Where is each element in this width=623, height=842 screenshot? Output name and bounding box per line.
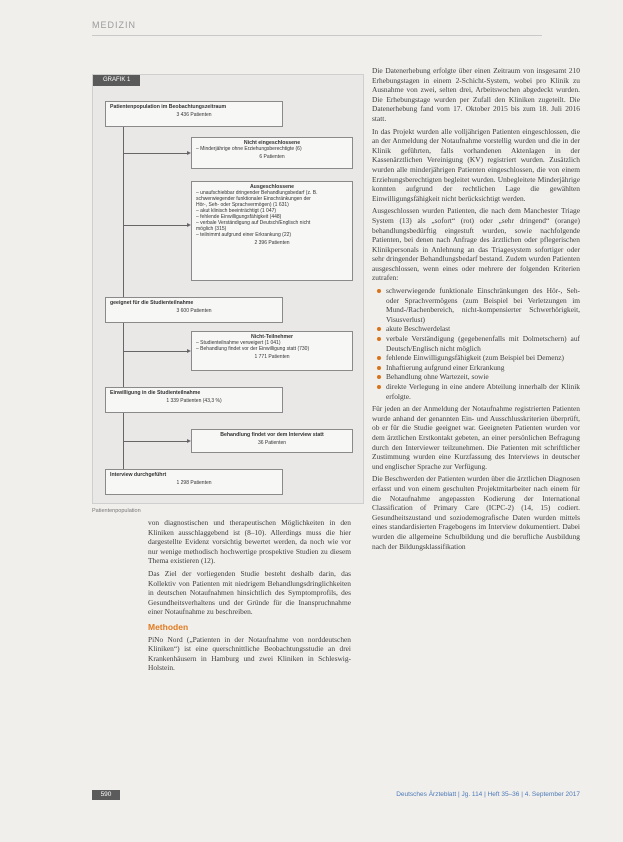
box-eligible-title: geeignet für die Studienteilnahme (110, 300, 194, 306)
exclusion-criteria-list (372, 286, 580, 401)
box-non-participants (191, 331, 353, 371)
list-item: Behandlung ohne Wartezeit, sowie (386, 372, 580, 382)
box-population-title: Patientenpopulation im Beobachtungszeitraum (110, 104, 227, 110)
figure-caption: Patientenpopulation (92, 508, 141, 514)
excluded-line: möglich (315) (196, 226, 227, 232)
box-non-participants-title: Nicht-Teilnehmer (251, 334, 293, 340)
box-excluded-count: 2 396 Patienten (254, 240, 290, 246)
list-item: Inhaftierung aufgrund einer Erkrankung (386, 363, 580, 373)
excluded-line: – unaufschiebbar dringender Behandlungsbedarf (z. B. (196, 190, 318, 196)
non-participants-line: – Behandlung findet vor der Einwilligung statt (730) (196, 346, 310, 352)
box-consent-title: Einwilligung in die Studienteilnahme (110, 390, 201, 396)
box-excluded (191, 181, 353, 281)
excluded-line: Hör-, Seh- oder Sprachvermögen) (1 631) (196, 202, 289, 208)
box-before-interview-count: 36 Patienten (257, 440, 287, 446)
paragraph: PiNo Nord („Patienten in der Notaufnahme von norddeutschen Kliniken“) ist eine querschnittliche Beobachtungsstudie an drei Krankenhäusern in Hamburg und zwei Kliniken in Schleswig-Holstein. (148, 634, 351, 673)
connector-not-tested (123, 153, 189, 154)
box-non-participants-count: 1 771 Patienten (254, 354, 290, 360)
box-population (105, 101, 283, 127)
excluded-line: – akut klinisch beeinträchtigt (1 047) (196, 208, 277, 214)
box-completed (105, 469, 283, 495)
excluded-line: schwerwiegender funktionaler Einschränkungen der (196, 196, 311, 202)
excluded-line: – verbale Verständigung auf Deutsch/Englisch nicht (196, 220, 311, 226)
list-item: fehlende Einwilligungsfähigkeit (zum Beispiel bei Demenz) (386, 353, 580, 363)
excluded-line: – fehlende Einwilligungsfähigkeit (448) (196, 214, 282, 220)
trunk-line-2 (123, 323, 124, 387)
box-not-tested-title: Nicht eingeschlossene (243, 140, 301, 146)
paragraph: Für jeden an der Anmeldung der Notaufnahme registrierten Patienten wurde anhand der genannten Ein- und Ausschlusskriterien überprüft, ob er für die Studie geeignet war. Geeigneten Patienten wurden vor dem ärztlichen Erstkontakt gebeten, an einer persönlichen Befragung durch den Interviewer teilzunehmen. Die Patienten mit schriftlicher Zustimmung wurden eine Kurzfassung des Interviews in deutscher und englischer Sprache zur Verfügung. (372, 404, 580, 471)
paragraph: Die Datenerhebung erfolgte über einen Zeitraum von insgesamt 210 Erhebungstagen in einem 2-Schicht-System, wobei pro Klinik zu Ausnahme von zwei, selten drei, Arbeitswochen abgedeckt wurden. Die Erhebungstage wurden per Zufall den Kliniken zugeteilt. Die Datenerhebung fand vom 17. Oktober 2015 bis zum 18. Juli 2016 statt. (372, 66, 580, 123)
box-eligible-count: 3 600 Patienten (176, 308, 212, 314)
box-not-tested-line: – Minderjährige ohne Erziehungsberechtigte (6) (196, 146, 302, 152)
paragraph: von diagnostischen und therapeutischen Möglichkeiten in den Kliniken ausschlaggebend ist (8–10). Allerdings muss die hier dargestellte Evidenz vorsichtig bewertet werden, da noch wie vor nur wenige methodisch hochwertige prospektive Studien zu diesem Thema existieren (12). (148, 518, 351, 566)
non-participants-line: – Studienteilnahme verweigert (1 041) (196, 340, 281, 346)
box-completed-title: Interview durchgeführt (110, 472, 167, 478)
right-text-column (372, 66, 580, 554)
left-text-column (148, 518, 351, 676)
box-before-interview-title: Behandlung findet vor dem Interview statt (220, 432, 324, 438)
connector-non-participants (123, 351, 189, 352)
connector-excluded (123, 225, 189, 226)
list-item: verbale Verständigung (gegebenenfalls mit Dolmetschern) auf Deutsch/Englisch nicht möglich (386, 334, 580, 353)
page-number: 590 (92, 790, 120, 800)
flowchart-figure (92, 74, 364, 504)
connector-before-interview (123, 441, 189, 442)
section-label: MEDIZIN (92, 20, 136, 30)
paragraph: Das Ziel der vorliegenden Studie besteht deshalb darin, das Kollektiv von Patienten mit niedrigem Behandlungsdringlichkeiten in deutschen Notaufnahmen hinsichtlich des Symptomprofils, des Gesundheitsverhaltens und der Gründe für die Inanspruchnahme einer Notaufnahme zu beschreiben. (148, 568, 351, 617)
journal-citation: Deutsches Ärzteblatt | Jg. 114 | Heft 35–36 | 4. September 2017 (396, 791, 580, 798)
list-item: schwerwiegende funktionale Einschränkungen des Hör-, Seh- oder Sprachvermögens (zum Beispiel bei Verletzungen im Mund-/Rachenbereich, nicht-kompensierter Schwerhörigkeit, Visusverlust) (386, 286, 580, 324)
header-rule (92, 35, 542, 36)
box-not-tested-count: 6 Patienten (259, 154, 285, 160)
section-heading-methods: Methoden (148, 621, 189, 632)
list-item: direkte Verlegung in eine andere Abteilung innerhalb der Klinik erfolgte. (386, 382, 580, 401)
box-before-interview (191, 429, 353, 453)
box-consent (105, 387, 283, 413)
box-not-tested (191, 137, 353, 169)
box-consent-count: 1 339 Patienten (43,3 %) (166, 398, 222, 404)
figure-tab: GRAFIK 1 (93, 75, 140, 86)
box-completed-count: 1 298 Patienten (176, 480, 212, 486)
list-item: akute Beschwerdelast (386, 324, 580, 334)
excluded-line: – teilnimmt aufgrund einer Erkrankung (22) (196, 232, 292, 238)
paragraph: Ausgeschlossen wurden Patienten, die nach dem Manchester Triage System (13) als „sofort“ (rot) oder „sehr dringend“ (orange) behandlungsbedürftig eingestuft wurden, sowie nachfolgende Patienten, bei denen nach Anfrage des ärztlichen oder pflegerischen Klinikpersonals in Anlehnung an das Triagesystem sofortiger oder sehr dringender Behandlungsbedarf bestand. Zudem wurden Patienten ausgeschlossen, wenn eines oder mehrere der folgenden Kriterien zutrafen: (372, 206, 580, 283)
box-excluded-title: Ausgeschlossene (249, 184, 295, 190)
box-eligible (105, 297, 283, 323)
paragraph: In das Projekt wurden alle volljährigen Patienten eingeschlossen, die an der Anmeldung der Notaufnahme vorstellig wurden und die in der Klinik geführten, falls vorhandenen Aktenlagen in der Kassenärztlichen Vereinigung (KV) registriert wurden. Zusätzlich wurden alle minderjährigen Patienten eingeschlossen, die von einem Erziehungsberechtigten begleitet wurden. Unbegleitete Minderjährige konnten aufgrund der rechtlichen Lage die gewählten Einwilligungsfähigkeit nicht berücksichtigt werden. (372, 126, 580, 203)
paragraph: Die Beschwerden der Patienten wurden über die ärztlichen Diagnosen erfasst und von einem geschulten Projektmitarbeiter nach einem für die Notaufnahme angepassten Kodierung der International Classification of Primary Care (ICPC-2) (14, 15) codiert. Gesundheitszustand und soziodemografische Daten wurden mittels eines standardisierten Fragebogens im Interview dokumentiert. Dabei wurden die allgemeine Schulbildung und die berufliche Ausbildung nach der Bildungsklassifikation (372, 474, 580, 551)
box-population-count: 3 436 Patienten (176, 112, 212, 118)
